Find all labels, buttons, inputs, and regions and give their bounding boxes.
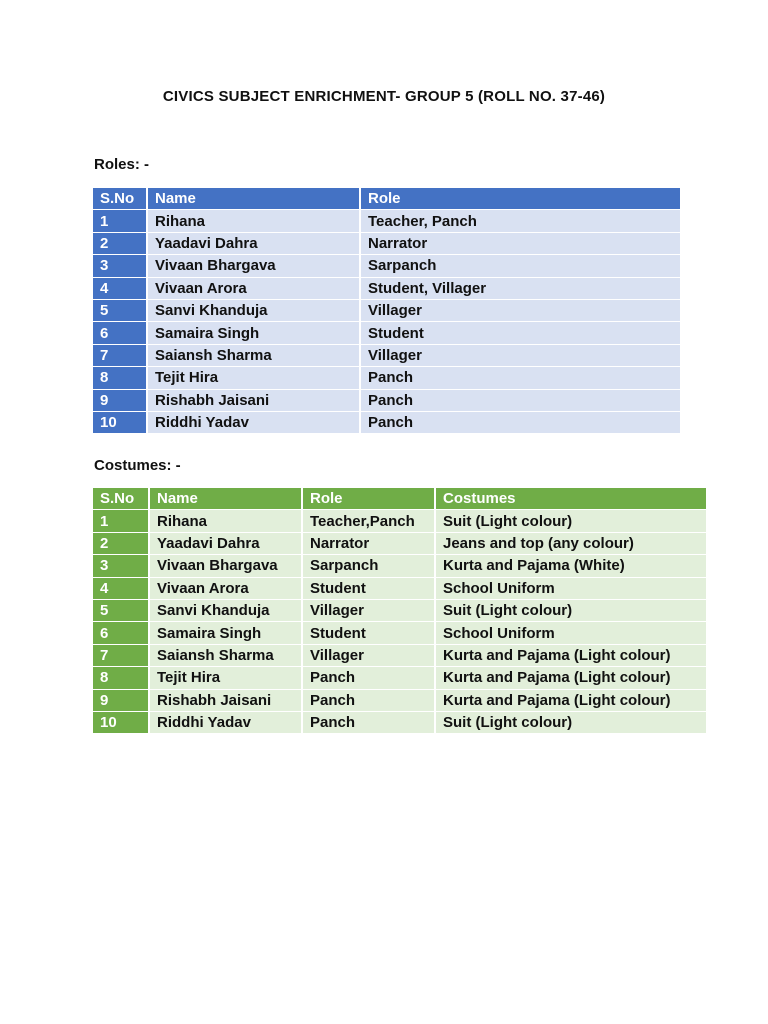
costumes-section-label: Costumes: - xyxy=(94,457,181,474)
roles-cell-name: Yaadavi Dahra xyxy=(148,233,361,255)
roles-cell-sno: 3 xyxy=(93,255,148,277)
costumes-cell-role: Student xyxy=(303,622,436,644)
roles-cell-sno: 7 xyxy=(93,345,148,367)
roles-cell-name: Vivaan Arora xyxy=(148,278,361,300)
costumes-cell-costume: Kurta and Pajama (Light colour) xyxy=(436,645,706,667)
costumes-cell-name: Saiansh Sharma xyxy=(150,645,303,667)
costumes-cell-costume: Suit (Light colour) xyxy=(436,510,706,532)
costumes-cell-costume: Kurta and Pajama (White) xyxy=(436,555,706,577)
costumes-cell-sno: 7 xyxy=(93,645,150,667)
roles-cell-name: Rihana xyxy=(148,210,361,232)
roles-table xyxy=(93,188,680,434)
table-row xyxy=(93,667,706,689)
roles-cell-name: Samaira Singh xyxy=(148,322,361,344)
roles-cell-role: Student xyxy=(361,322,680,344)
costumes-table xyxy=(93,488,706,734)
table-row xyxy=(93,578,706,600)
table-row xyxy=(93,555,706,577)
roles-cell-name: Saiansh Sharma xyxy=(148,345,361,367)
costumes-table-body xyxy=(93,510,706,734)
table-row xyxy=(93,233,680,255)
table-row xyxy=(93,345,680,367)
costumes-cell-role: Teacher,Panch xyxy=(303,510,436,532)
costumes-cell-role: Panch xyxy=(303,667,436,689)
roles-cell-name: Sanvi Khanduja xyxy=(148,300,361,322)
costumes-header-costumes: Costumes xyxy=(436,488,706,510)
table-row xyxy=(93,510,706,532)
table-row xyxy=(93,390,680,412)
costumes-cell-name: Riddhi Yadav xyxy=(150,712,303,734)
costumes-cell-costume: School Uniform xyxy=(436,622,706,644)
costumes-cell-costume: Kurta and Pajama (Light colour) xyxy=(436,667,706,689)
roles-header-sno: S.No xyxy=(93,188,148,210)
table-row xyxy=(93,690,706,712)
costumes-cell-role: Narrator xyxy=(303,533,436,555)
table-row xyxy=(93,600,706,622)
table-row xyxy=(93,300,680,322)
roles-cell-role: Panch xyxy=(361,390,680,412)
table-row xyxy=(93,210,680,232)
costumes-cell-sno: 5 xyxy=(93,600,150,622)
roles-cell-sno: 4 xyxy=(93,278,148,300)
roles-cell-sno: 8 xyxy=(93,367,148,389)
roles-cell-name: Rishabh Jaisani xyxy=(148,390,361,412)
roles-cell-role: Student, Villager xyxy=(361,278,680,300)
roles-cell-sno: 5 xyxy=(93,300,148,322)
costumes-cell-sno: 3 xyxy=(93,555,150,577)
costumes-cell-name: Samaira Singh xyxy=(150,622,303,644)
roles-cell-role: Panch xyxy=(361,412,680,434)
roles-cell-role: Villager xyxy=(361,300,680,322)
roles-cell-role: Panch xyxy=(361,367,680,389)
roles-cell-role: Villager xyxy=(361,345,680,367)
costumes-cell-sno: 6 xyxy=(93,622,150,644)
costumes-cell-name: Yaadavi Dahra xyxy=(150,533,303,555)
costumes-cell-role: Villager xyxy=(303,600,436,622)
table-row xyxy=(93,622,706,644)
roles-header-name: Name xyxy=(148,188,361,210)
costumes-cell-sno: 10 xyxy=(93,712,150,734)
costumes-table-header-row xyxy=(93,488,706,510)
roles-table-header-row xyxy=(93,188,680,210)
costumes-cell-name: Rihana xyxy=(150,510,303,532)
costumes-cell-sno: 9 xyxy=(93,690,150,712)
costumes-cell-name: Vivaan Arora xyxy=(150,578,303,600)
table-row xyxy=(93,322,680,344)
costumes-cell-role: Student xyxy=(303,578,436,600)
roles-cell-sno: 10 xyxy=(93,412,148,434)
table-row xyxy=(93,255,680,277)
costumes-header-role: Role xyxy=(303,488,436,510)
costumes-cell-costume: Suit (Light colour) xyxy=(436,712,706,734)
roles-cell-sno: 6 xyxy=(93,322,148,344)
roles-table-body xyxy=(93,210,680,434)
roles-header-role: Role xyxy=(361,188,680,210)
costumes-cell-sno: 1 xyxy=(93,510,150,532)
costumes-cell-costume: Kurta and Pajama (Light colour) xyxy=(436,690,706,712)
costumes-header-sno: S.No xyxy=(93,488,150,510)
costumes-cell-role: Panch xyxy=(303,712,436,734)
roles-cell-sno: 2 xyxy=(93,233,148,255)
costumes-cell-role: Villager xyxy=(303,645,436,667)
costumes-cell-costume: Suit (Light colour) xyxy=(436,600,706,622)
roles-cell-name: Vivaan Bhargava xyxy=(148,255,361,277)
costumes-cell-costume: Jeans and top (any colour) xyxy=(436,533,706,555)
costumes-cell-costume: School Uniform xyxy=(436,578,706,600)
costumes-cell-name: Rishabh Jaisani xyxy=(150,690,303,712)
roles-cell-name: Tejit Hira xyxy=(148,367,361,389)
roles-cell-sno: 9 xyxy=(93,390,148,412)
costumes-cell-sno: 2 xyxy=(93,533,150,555)
roles-cell-role: Teacher, Panch xyxy=(361,210,680,232)
roles-section-label: Roles: - xyxy=(94,156,150,173)
roles-cell-role: Narrator xyxy=(361,233,680,255)
page-title: CIVICS SUBJECT ENRICHMENT- GROUP 5 (ROLL NO. 37-46) xyxy=(162,88,606,105)
roles-cell-role: Sarpanch xyxy=(361,255,680,277)
table-row xyxy=(93,645,706,667)
costumes-cell-role: Panch xyxy=(303,690,436,712)
costumes-header-name: Name xyxy=(150,488,303,510)
costumes-cell-sno: 8 xyxy=(93,667,150,689)
roles-cell-name: Riddhi Yadav xyxy=(148,412,361,434)
costumes-cell-name: Vivaan Bhargava xyxy=(150,555,303,577)
table-row xyxy=(93,712,706,734)
costumes-cell-role: Sarpanch xyxy=(303,555,436,577)
table-row xyxy=(93,412,680,434)
costumes-cell-sno: 4 xyxy=(93,578,150,600)
costumes-cell-name: Sanvi Khanduja xyxy=(150,600,303,622)
table-row xyxy=(93,367,680,389)
table-row xyxy=(93,278,680,300)
roles-cell-sno: 1 xyxy=(93,210,148,232)
table-row xyxy=(93,533,706,555)
costumes-cell-name: Tejit Hira xyxy=(150,667,303,689)
